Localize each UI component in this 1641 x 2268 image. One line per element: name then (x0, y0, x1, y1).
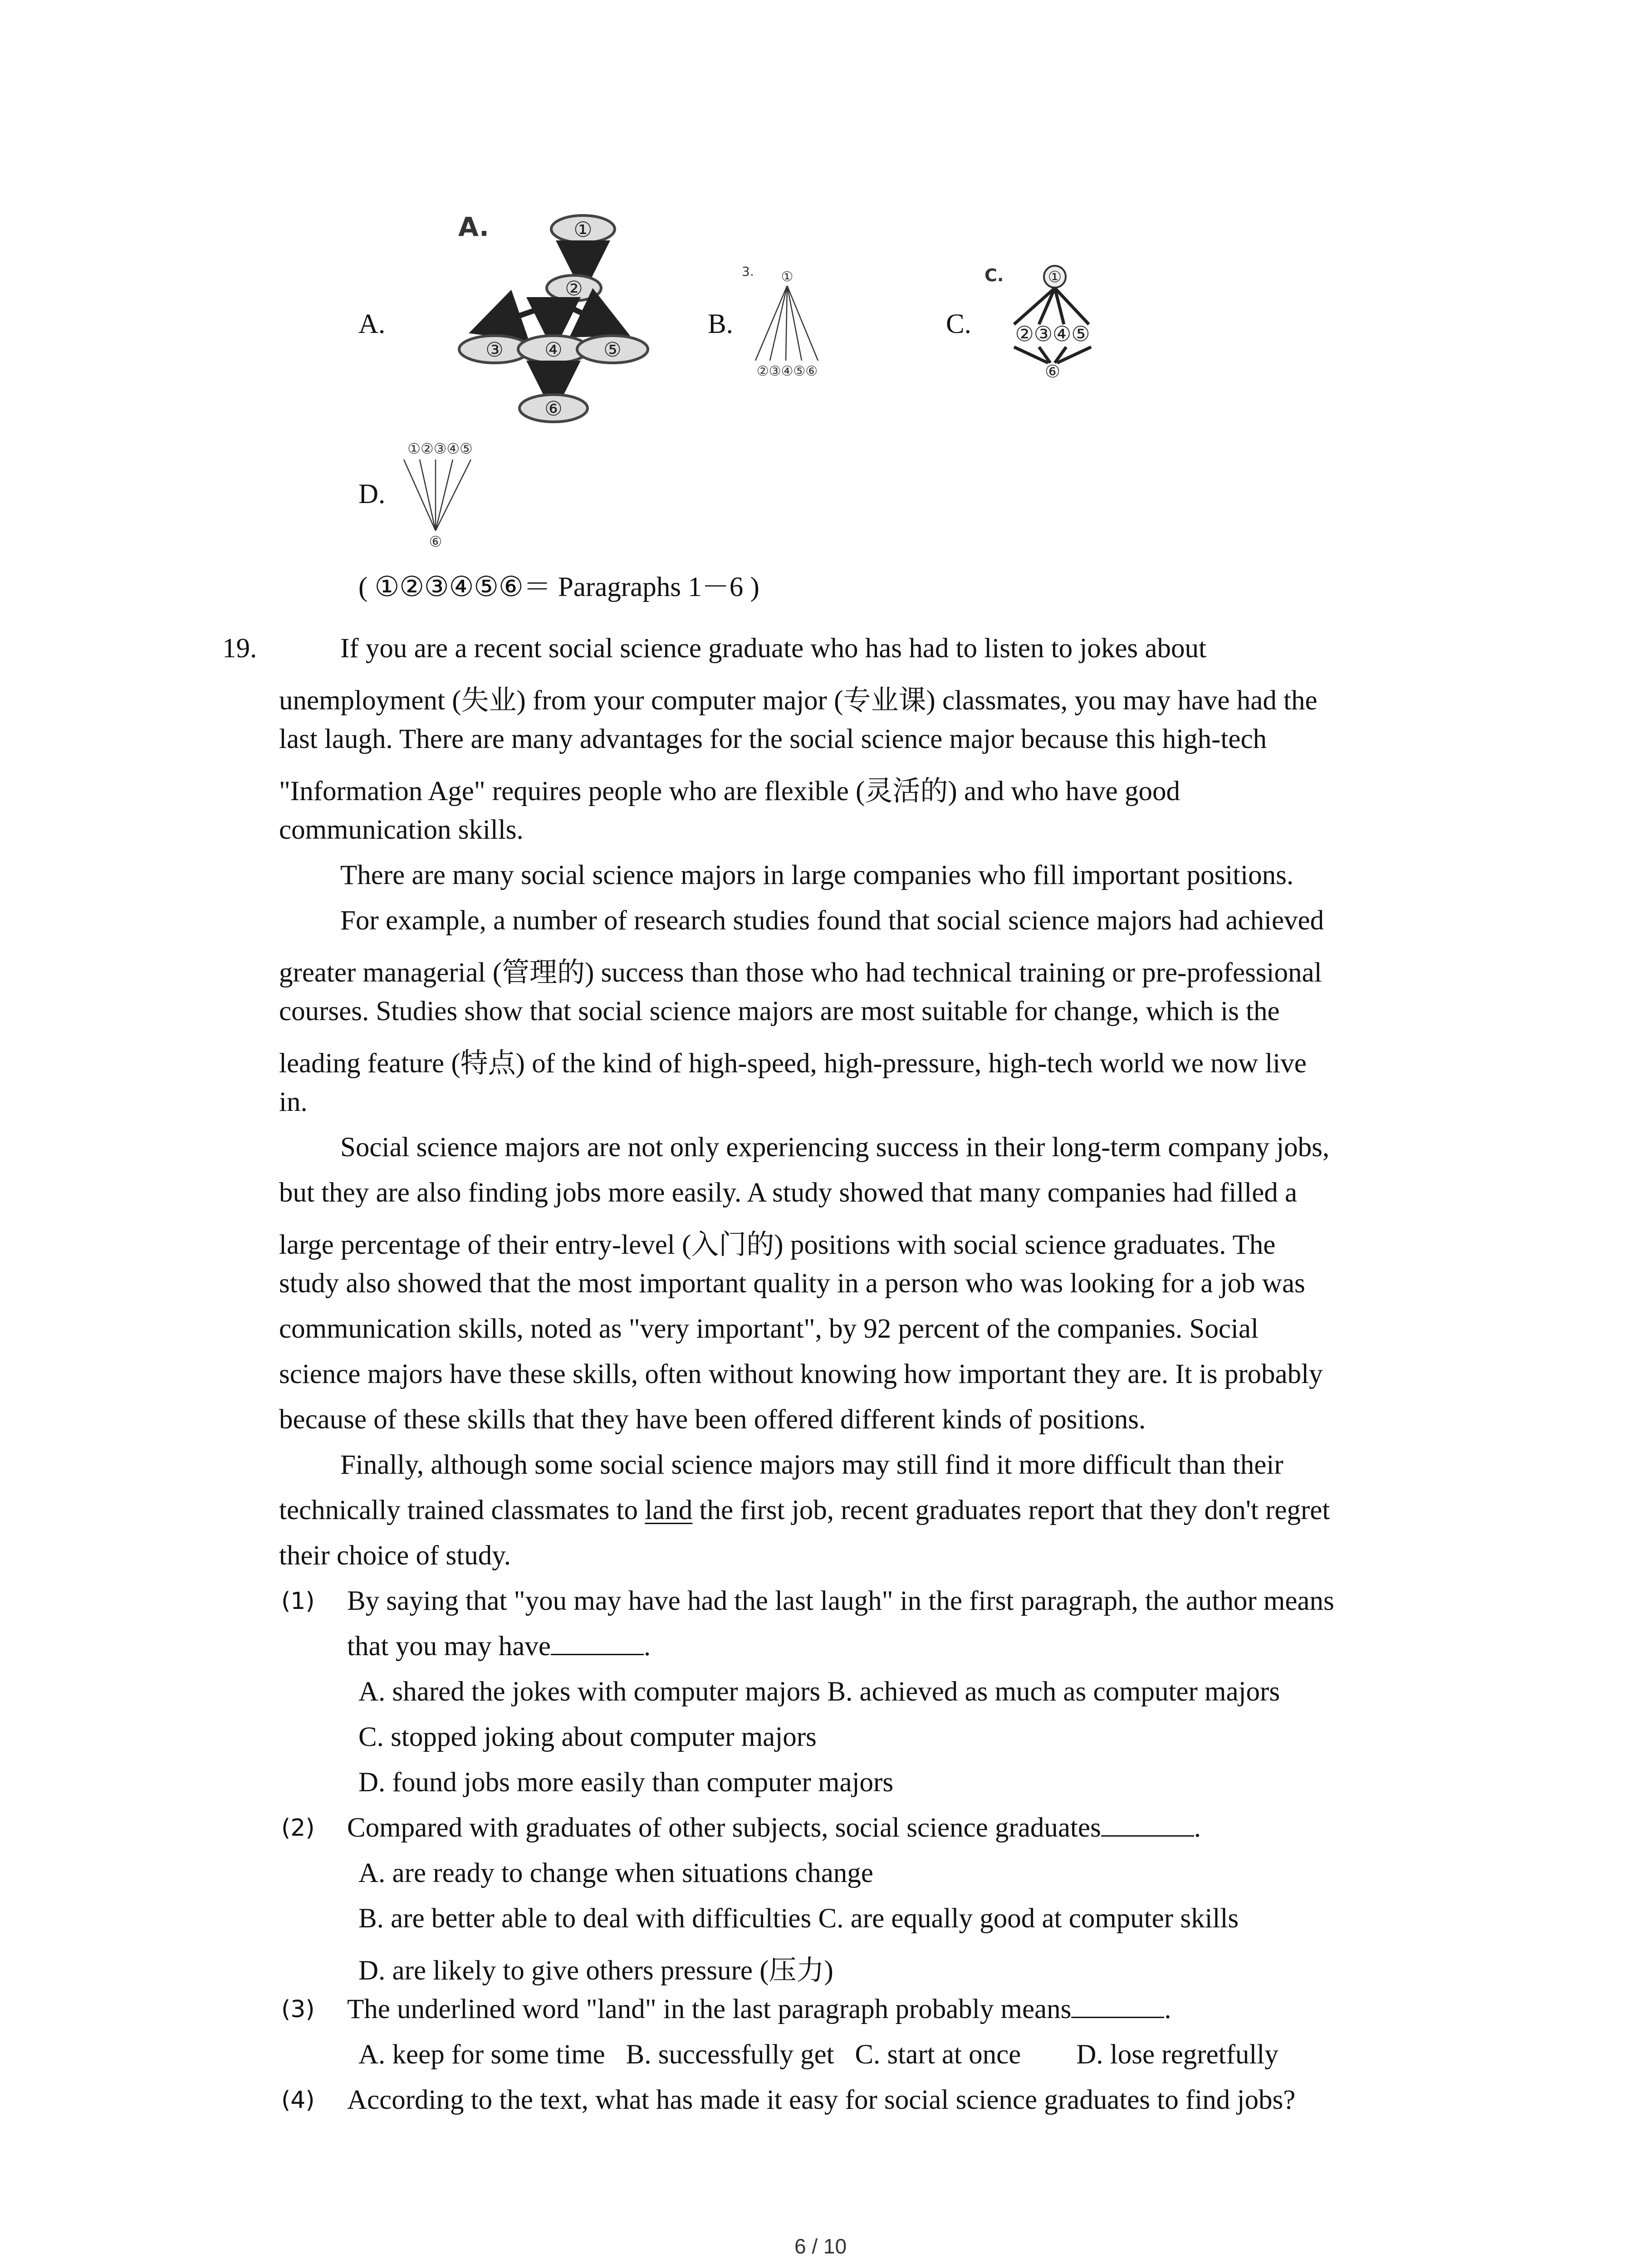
node-d-top: ①②③④⑤ (407, 440, 473, 457)
figure-caption: ( ①②③④⑤⑥＝ Paragraphs 1－6 ) (358, 572, 759, 602)
answer-blank (1101, 1813, 1194, 1837)
passage-line: but they are also finding jobs more easily. A study showed that many companies had filled a (279, 1178, 1298, 1208)
sub-question-number-2: (2) (281, 1814, 315, 1842)
passage-line: For example, a number of research studies found that social science majors had achieved (340, 905, 1324, 936)
option-line: C. stopped joking about computer majors (358, 1722, 817, 1752)
option-line: A. are ready to change when situations change (358, 1858, 873, 1888)
underlined-word-land: land (645, 1495, 693, 1525)
option-line: A. shared the jokes with computer majors B. achieved as much as computer majors (358, 1677, 1280, 1707)
node-c-bottom: ⑥ (1044, 362, 1061, 381)
node-b-top: ① (781, 269, 794, 285)
answer-blank (551, 1631, 644, 1655)
sub-question-number-1: (1) (281, 1588, 315, 1615)
passage-line: unemployment (失业) from your computer major (专业课) classmates, you may have had the (279, 685, 1318, 716)
passage-line: communication skills, noted as "very important", by 92 percent of the companies. Social (279, 1314, 1259, 1344)
page-number: 6 / 10 (794, 2234, 847, 2258)
sub-question-2-stem: Compared with graduates of other subjects, social science graduates (347, 1813, 1101, 1843)
passage-line: Social science majors are not only experiencing success in their long-term company jobs, (340, 1132, 1330, 1163)
diagram-b-title: 3. (742, 264, 754, 279)
passage-line: science majors have these skills, often without knowing how important they are. It is probably (279, 1359, 1323, 1389)
node-a-3: ③ (485, 338, 504, 362)
sub-question-1-stem: that you may have (347, 1631, 551, 1662)
passage-line: study also showed that the most important quality in a person who was looking for a job was (279, 1268, 1305, 1299)
passage-line: Finally, although some social science majors may still find it more difficult than their (340, 1450, 1283, 1480)
node-a-1: ① (573, 217, 593, 242)
sub-question-1-end: . (643, 1631, 651, 1662)
passage-text: the first job, recent graduates report that they don't regret (692, 1495, 1330, 1525)
question-number: 19. (222, 633, 257, 664)
diagram-c-title: C. (985, 265, 1004, 285)
passage-line-underlined (279, 1495, 1330, 1526)
passage-line: There are many social science majors in large companies who fill important positions. (340, 860, 1294, 890)
sub-question-3-end: . (1164, 1994, 1171, 2024)
option-line: A. keep for some time B. successfully get C. start at once D. lose regretfully (358, 2039, 1279, 2070)
sub-question-number-4: (4) (281, 2087, 315, 2114)
node-d-bottom: ⑥ (429, 533, 442, 550)
option-line: D. found jobs more easily than computer majors (358, 1767, 894, 1798)
option-line: D. are likely to give others pressure (压力) (358, 1955, 833, 1986)
node-c-mid: ②③④⑤ (1015, 322, 1090, 346)
sub-question-2-end: . (1194, 1813, 1201, 1843)
diagram-b (742, 263, 846, 390)
sub-question-2-text (347, 1812, 1201, 1844)
diagram-d (390, 438, 499, 556)
passage-line: large percentage of their entry-level (入门的) positions with social science graduates. The (279, 1230, 1276, 1260)
passage-line: courses. Studies show that social science majors are most suitable for change, which is the (279, 996, 1280, 1026)
passage-line: greater managerial (管理的) success than those who had technical training or pre-professional (279, 958, 1322, 988)
option-d-label: D. (358, 479, 386, 509)
node-c-top: ① (1048, 268, 1062, 286)
passage-line: last laugh. There are many advantages for the social science major because this high-tech (279, 724, 1267, 754)
answer-blank (1071, 1994, 1164, 2018)
option-line: B. are better able to deal with difficulties C. are equally good at computer skills (358, 1903, 1239, 1934)
option-c-label: C. (946, 309, 971, 339)
option-a-label: A. (358, 309, 386, 339)
passage-line: their choice of study. (279, 1540, 511, 1571)
node-b-bottom: ②③④⑤⑥ (756, 363, 818, 379)
sub-question-1-text-cont (347, 1631, 651, 1662)
sub-question-3-stem: The underlined word "land" in the last paragraph probably means (347, 1994, 1072, 2024)
passage-text: technically trained classmates to (279, 1495, 645, 1525)
passage-line: in. (279, 1087, 308, 1117)
sub-question-number-3: (3) (281, 1996, 315, 2023)
diagram-a-title: A. (458, 211, 489, 242)
node-a-4: ④ (544, 338, 563, 362)
passage-line: because of these skills that they have been offered different kinds of positions. (279, 1404, 1146, 1435)
sub-question-3-text (347, 1994, 1171, 2025)
diagram-a (445, 209, 671, 435)
option-b-label: B. (708, 309, 733, 339)
passage-line: communication skills. (279, 815, 524, 845)
node-a-2: ② (565, 277, 583, 300)
passage-line: If you are a recent social science graduate who has had to listen to jokes about (340, 633, 1206, 664)
node-a-6: ⑥ (544, 397, 563, 420)
passage-line: leading feature (特点) of the kind of high-speed, high-pressure, high-tech world we now live (279, 1048, 1307, 1079)
diagram-c (982, 263, 1123, 386)
sub-question-1-text: By saying that "you may have had the last laugh" in the first paragraph, the author means (347, 1586, 1334, 1616)
node-a-5: ⑤ (603, 338, 622, 362)
sub-question-4-text: According to the text, what has made it easy for social science graduates to find jobs? (347, 2085, 1296, 2115)
passage-line: "Information Age" requires people who are flexible (灵活的) and who have good (279, 776, 1180, 807)
